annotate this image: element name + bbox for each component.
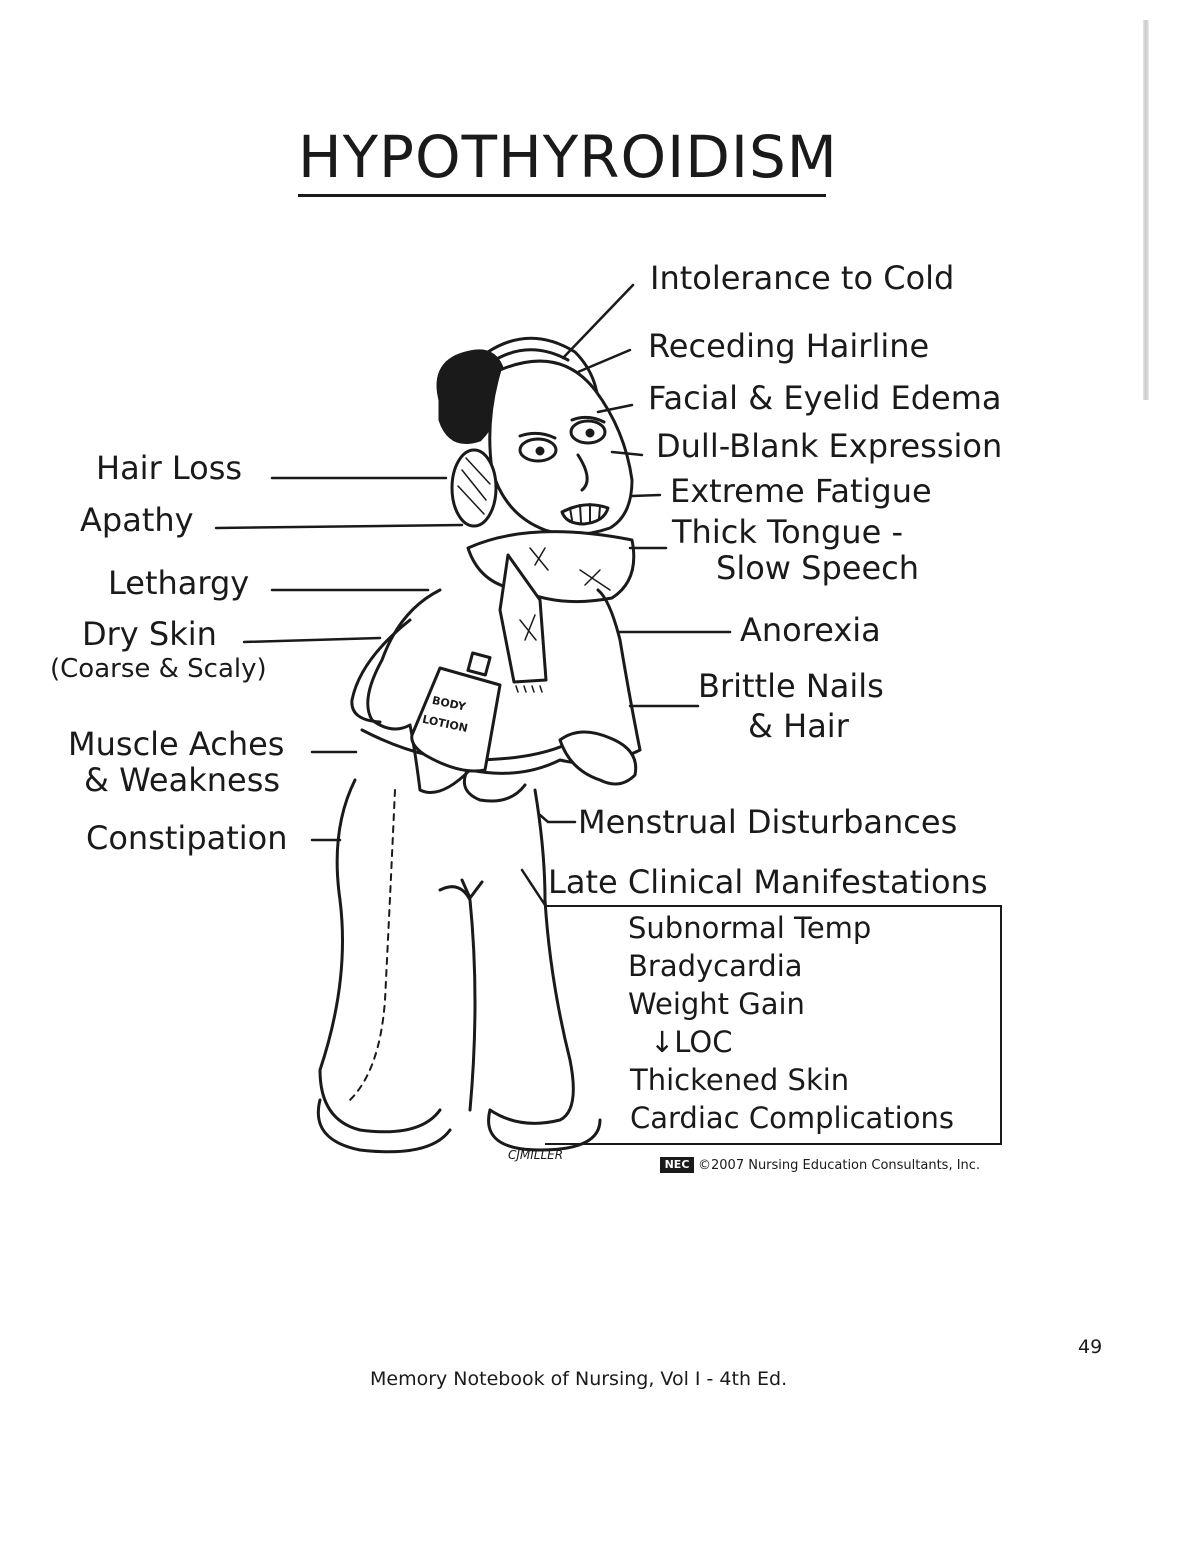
label-coarse-scaly: (Coarse & Scaly)	[50, 654, 267, 684]
label-dull-blank-expression: Dull-Blank Expression	[656, 427, 1003, 465]
leader-apathy	[216, 525, 462, 528]
label-weakness: & Weakness	[84, 761, 281, 799]
leader-fatigue	[632, 495, 660, 496]
right-mitten	[560, 732, 636, 784]
bottle-text-2: LOTION	[421, 712, 469, 736]
left-arm	[352, 620, 410, 722]
leader-cold	[563, 285, 633, 358]
inner-leg	[440, 887, 475, 1110]
label-receding-hairline: Receding Hairline	[648, 327, 930, 365]
bottle-text-1: BODY	[430, 693, 467, 714]
late-item-weight-gain: Weight Gain	[628, 987, 805, 1021]
earmuff	[452, 450, 496, 526]
label-hair-loss: Hair Loss	[96, 449, 243, 487]
label-intolerance-to-cold: Intolerance to Cold	[650, 259, 955, 297]
late-item-thickened-skin: Thickened Skin	[630, 1063, 850, 1097]
label-extreme-fatigue: Extreme Fatigue	[670, 472, 932, 510]
label-anorexia: Anorexia	[740, 611, 881, 649]
label-muscle-aches: Muscle Aches	[68, 725, 285, 763]
leader-menstrual	[540, 815, 575, 822]
copyright-notice: ©2007 Nursing Education Consultants, Inc.	[698, 1158, 981, 1173]
late-manifestations-heading: Late Clinical Manifestations	[548, 863, 988, 901]
label-constipation: Constipation	[86, 819, 288, 857]
label-slow-speech: Slow Speech	[716, 549, 919, 587]
label-brittle-nails: Brittle Nails	[698, 667, 884, 705]
late-item-decreased-loc: ↓LOC	[650, 1025, 733, 1059]
label-dry-skin: Dry Skin	[82, 615, 217, 653]
leader-hairline	[578, 350, 630, 372]
label-thick-tongue: Thick Tongue -	[672, 513, 903, 551]
leader-dryskin	[244, 638, 380, 642]
left-boot	[318, 1100, 450, 1152]
late-item-cardiac-complications: Cardiac Complications	[630, 1101, 954, 1135]
label-menstrual-disturbances: Menstrual Disturbances	[578, 803, 958, 841]
publisher-logo: NEC	[660, 1157, 694, 1173]
late-item-bradycardia: Bradycardia	[628, 949, 803, 983]
artist-signature: CJMILLER	[508, 1148, 564, 1162]
page-title: HYPOTHYROIDISM	[298, 123, 838, 191]
page-number: 49	[1078, 1336, 1103, 1358]
face	[490, 361, 632, 534]
label-lethargy: Lethargy	[108, 564, 250, 602]
late-item-subnormal-temp: Subnormal Temp	[628, 911, 872, 945]
leader-late	[522, 870, 545, 905]
label-and-hair: & Hair	[748, 707, 849, 745]
pants-left	[320, 780, 440, 1132]
book-footer: Memory Notebook of Nursing, Vol I - 4th Ed.	[370, 1368, 788, 1390]
scarf	[468, 532, 634, 602]
label-facial-eyelid-edema: Facial & Eyelid Edema	[648, 379, 1002, 417]
label-apathy: Apathy	[80, 501, 194, 539]
